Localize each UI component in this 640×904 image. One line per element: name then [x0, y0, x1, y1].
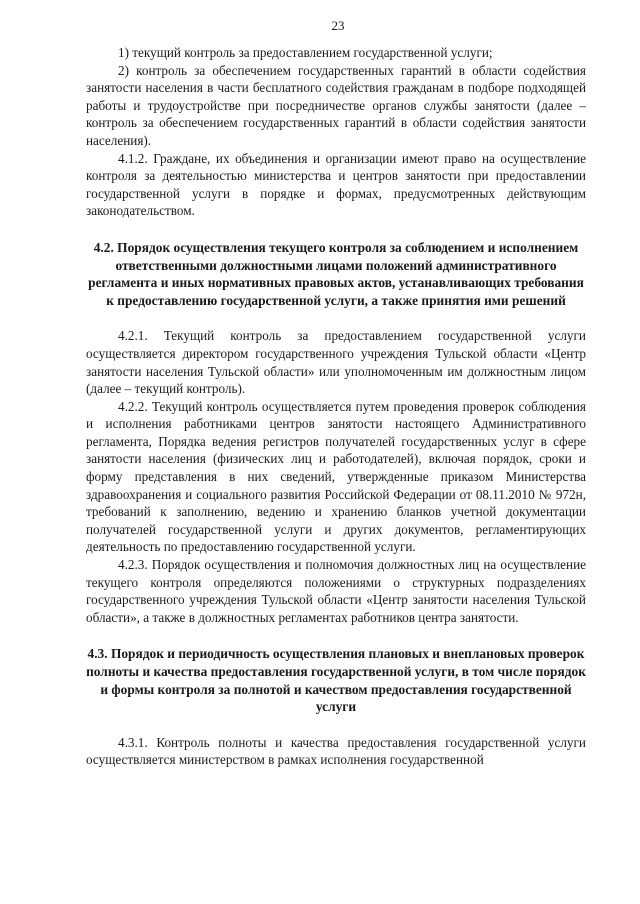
section-heading: 4.3. Порядок и периодичность осуществления плановых и внеплановых проверок полноты и качества предоставления государственной услуги, в том числе порядок и формы контроля за полнотой и качеством предоставления государственной услуги — [86, 646, 586, 715]
paragraph: 1) текущий контроль за предоставлением государственной услуги; — [118, 45, 493, 60]
section-4-1-continuation — [86, 44, 586, 220]
paragraph: 4.1.2. Граждане, их объединения и организации имеют право на осуществление контроля за деятельностью министерства и центров занятости при предоставлении государственной услуги в порядке и формах, предусмотренных действующим законодательством. — [86, 150, 586, 219]
paragraph: 4.2.2. Текущий контроль осуществляется путем проведения проверок соблюдения и исполнения работниками центров занятости настоящего Административного регламента, Порядка ведения регистров получателей государственных услуг в сфере занятости населения (физических лиц и работодателей), включая порядок, сроки и форму представления в них сведений, утвержденные приказом Министерства здравоохранения и социального развития Российской Федерации от 08.11.2010 № 972н, требований к заполнению, ведению и хранению бланков учетной документации получателей государственной услуги и других документов, регламентирующих деятельность по предоставлению государственной услуги. — [86, 398, 586, 555]
paragraph: 4.2.1. Текущий контроль за предоставлением государственной услуги осуществляется директором государственного учреждения Тульской области «Центр занятости населения Тульской области» или уполномоченным им должностным лицом (далее – текущий контроль). — [86, 328, 586, 397]
section-4-2 — [86, 239, 586, 626]
section-heading: 4.2. Порядок осуществления текущего контроля за соблюдением и исполнением ответственными должностными лицами положений административного регламента и иных нормативных правовых актов, устанавливающих требования к предоставлению государственной услуги, а также принятия ими решений — [88, 239, 584, 308]
document-page — [86, 18, 586, 769]
paragraph: 4.3.1. Контроль полноты и качества предоставления государственной услуги осуществляется министерством в рамках исполнения государственной — [86, 734, 586, 768]
section-4-3 — [86, 645, 586, 769]
paragraph: 2) контроль за обеспечением государственных гарантий в области содействия занятости населения в части бесплатного содействия гражданам в подборе подходящей работы и трудоустройстве при посредничестве органов службы занятости (далее – контроль за обеспечением государственных гарантий в области содействия занятости населения). — [86, 62, 586, 148]
page-number: 23 — [331, 18, 345, 33]
paragraph: 4.2.3. Порядок осуществления и полномочия должностных лиц на осуществление текущего контроля определяются положениями о структурных подразделениях государственного учреждения Тульской области «Центр занятости населения Тульской области», а также в должностных регламентах работников центра занятости. — [86, 557, 586, 625]
